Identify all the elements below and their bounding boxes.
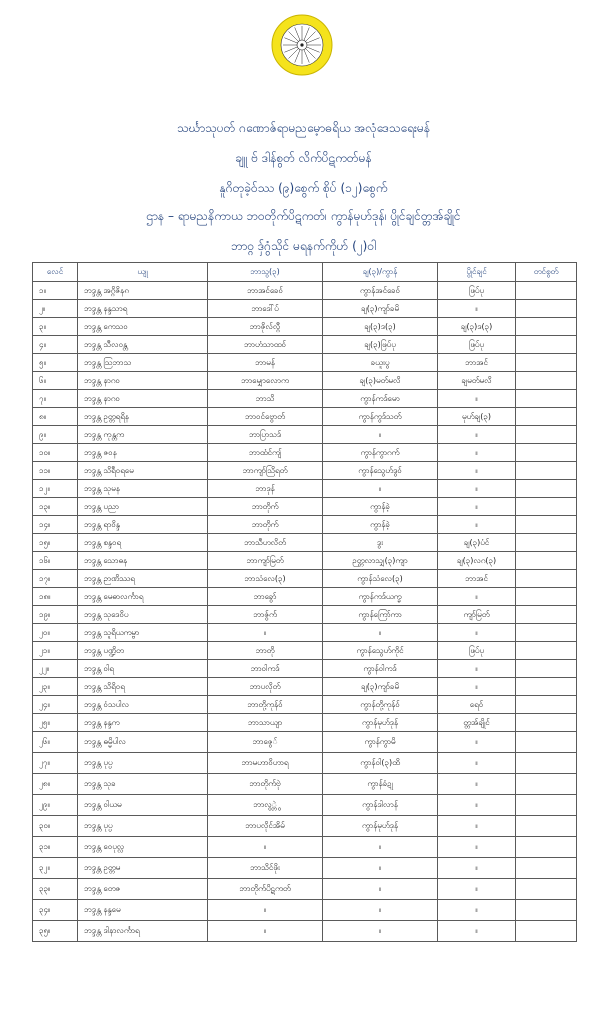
remark-cell [516,732,577,753]
monastery-cell: ဘာတိုက် [208,516,323,534]
table-row [33,462,577,480]
village-cell: ကွာန်ကွဒ်သတ် [323,408,438,426]
monastery-cell: ဘာအင်ခေဝ် [208,282,323,300]
row-number-cell: ၂၇။ [33,753,78,774]
village-cell: ။ [323,837,438,858]
monastery-cell: ဘာတိုက်ပိဋကတ် [208,879,323,900]
village-cell: ကွာန်ကဒ်ယက္ခ [323,588,438,606]
village-cell: ကွာန်ဝါ(၃)ထိ [323,753,438,774]
monastery-cell: ဘာပလိုင်အိမ် [208,816,323,837]
table-row [33,858,577,879]
village-cell: ကွာန်ကြော်ကာ [323,606,438,624]
row-number-cell: ၃၂။ [33,858,78,879]
monastery-cell: ဘာဝင်ဗွောတ် [208,408,323,426]
remark-cell [516,516,577,534]
monastery-cell: ဘာဇွေ် [208,732,323,753]
row-number-cell: ၂၁။ [33,642,78,660]
township-cell: ။ [438,462,516,480]
monk-name-cell: ဘဒ္ဒန္တ ဝါယမ [78,795,208,816]
monk-name-cell: ဘဒ္ဒန္တ ကုန္တက [78,426,208,444]
township-cell: ။ [438,300,516,318]
remark-cell [516,696,577,714]
village-cell: ကွာန်မုဟ်ဒုန် [323,816,438,837]
monastery-cell: ။ [208,900,323,921]
village-cell: ချ(၃)ကျာ်ခမိ [323,300,438,318]
monk-name-cell: ဘဒ္ဒန္တ ဥတ္တရရိန [78,408,208,426]
row-number-cell: ၃၅။ [33,921,78,942]
table-row [33,318,577,336]
row-number-cell: ၂၀။ [33,624,78,642]
village-cell: ကွာန်သံလေ(၃) [323,570,438,588]
table-row [33,498,577,516]
township-cell: ဘာအင် [438,570,516,588]
monk-name-cell: ဘဒ္ဒန္တ သောဓန [78,552,208,570]
monastery-cell: ဘာပလိုတ် [208,678,323,696]
row-number-cell: ၁၆။ [33,552,78,570]
monk-name-cell: ဘဒ္ဒန္တ ရာဝိန္ဒ [78,516,208,534]
table-row [33,336,577,354]
township-cell: ဖြပ်ပု [438,282,516,300]
table-row [33,534,577,552]
row-number-cell: ၂၅။ [33,714,78,732]
village-cell: ။ [323,879,438,900]
row-number-cell: ၂။ [33,300,78,318]
remark-cell [516,408,577,426]
table-row [33,816,577,837]
table-row [33,480,577,498]
township-cell: ဘာအင် [438,354,516,372]
date-range: နူဂိတုခဲ့ဝ်ဿ (၉)စွေက် စိုပ် (၁၂)စွေက် [219,181,388,195]
table-row [33,444,577,462]
row-number-cell: ၂၈။ [33,774,78,795]
table-row [33,642,577,660]
row-number-cell: ၉။ [33,426,78,444]
monk-name-cell: ဘဒ္ဒန္တ သုဒေဝိပ [78,606,208,624]
monk-name-cell: ဘဒ္ဒန္တ နန္ဒက [78,714,208,732]
row-number-cell: ၁၂။ [33,480,78,498]
remark-cell [516,282,577,300]
table-row [33,354,577,372]
monastery-cell: ဘာဒုန် [208,480,323,498]
monastery-cell: ဘာဝါကဒ် [208,660,323,678]
column-header-township: ပွိုင်ချင် [438,263,516,282]
table-row [33,552,577,570]
monk-name-cell: ဘဒ္ဒန္တ သုမန [78,480,208,498]
remark-cell [516,879,577,900]
village-cell: ကွာန်ဝါကဒ် [323,660,438,678]
table-row [33,732,577,753]
remark-cell [516,606,577,624]
village-cell: ကွာန်ခဲ့ [323,516,438,534]
township-cell: ချ(၃)ပံင် [438,534,516,552]
row-number-cell: ၅။ [33,354,78,372]
monk-name-cell: ဘဒ္ဒန္တ နာဂဝ [78,390,208,408]
table-row [33,390,577,408]
remark-cell [516,858,577,879]
monk-name-cell: ဘဒ္ဒန္တ နာဂဝ [78,372,208,390]
monk-name-cell: ဘဒ္ဒန္တ ဥတ္တမ [78,858,208,879]
row-number-cell: ၁၉။ [33,606,78,624]
remark-cell [516,390,577,408]
row-number-cell: ၃၁။ [33,837,78,858]
township-cell: ။ [438,480,516,498]
monk-name-cell: ဘဒ္ဒန္တ ဇဝန [78,444,208,462]
monk-name-cell: ဘဒ္ဒန္တ ပညာ [78,498,208,516]
township-cell: ။ [438,816,516,837]
remark-cell [516,795,577,816]
township-cell: မုဟ်ချ(၃) [438,408,516,426]
township-cell: ။ [438,390,516,408]
monk-name-cell: ဘဒ္ဒန္တ ကေသဝ [78,318,208,336]
monastery-cell: ဘာတိုက် [208,498,323,516]
row-number-cell: ၃၃။ [33,879,78,900]
township-cell: ။ [438,837,516,858]
remark-cell [516,534,577,552]
township-cell: ။ [438,426,516,444]
monk-name-cell: ဘဒ္ဒန္တ ဝေပုလ္လ [78,837,208,858]
row-number-cell: ၁၈။ [33,588,78,606]
village-cell: ကွာန်ဒါလာန် [323,795,438,816]
village-cell: ။ [323,426,438,444]
table-row [33,300,577,318]
monastery-cell: ဘာဇိုလ်လ္ဂီ [208,318,323,336]
remark-cell [516,336,577,354]
remark-cell [516,774,577,795]
monk-name-cell: ဘဒ္ဒန္တ ပုပ္ပ [78,753,208,774]
remark-cell [516,642,577,660]
monk-name-cell: ဘဒ္ဒန္တ သီလဝန္တ [78,336,208,354]
table-row [33,921,577,942]
township-cell: ရေဝ် [438,696,516,714]
row-number-cell: ၃၄။ [33,900,78,921]
village-cell: ကွာန်တို့ကုန်ဝ် [323,696,438,714]
monastery-cell: ဘာဒေါ်ပ် [208,300,323,318]
table-row [33,753,577,774]
village-cell: ကွာန်မုဟ်ဒုန် [323,714,438,732]
monk-name-cell: ဘဒ္ဒန္တ သြဘာသ [78,354,208,372]
table-row [33,879,577,900]
table-row [33,570,577,588]
table-row [33,516,577,534]
village-cell: ။ [323,921,438,942]
organization-title: သင်္ဃာသုပတ် ဂဏောဇ်ရာမညမေ့ာဓရိယ အလုံဒေသရေးမန် [176,121,431,135]
monastery-cell: ဘာပြာသဒ် [208,426,323,444]
monastery-cell: ဘာကျာ်သြိရတ် [208,462,323,480]
monastery-cell: ဘာသိင်ဖိုး [208,858,323,879]
remark-cell [516,714,577,732]
table-row [33,426,577,444]
monastery-cell: ဘာထံင်ကျ် [208,444,323,462]
table-row [33,408,577,426]
row-number-cell: ၁၃။ [33,498,78,516]
township-cell: ။ [438,588,516,606]
monk-name-cell: ဘဒ္ဒန္တ စန္ဒဝရ [78,534,208,552]
township-cell: ။ [438,444,516,462]
remark-cell [516,624,577,642]
row-number-cell: ၂၉။ [33,795,78,816]
table-row [33,774,577,795]
monk-name-cell: ဘဒ္ဒန္တ သိရိဝရ [78,678,208,696]
monastery-cell: ဘာတိုက်ဗုဲ [208,774,323,795]
village-cell: ကွာန်ခံဍု [323,774,438,795]
monastery-cell: ဘာတို့ကုန်ဝ် [208,696,323,714]
monk-name-cell: ဘဒ္ဒန္တ မေဓာလင်္ကာရ [78,588,208,606]
township-cell: ။ [438,753,516,774]
township-cell: ဖြပ်ပု [438,336,516,354]
table-row [33,900,577,921]
table-row [33,606,577,624]
township-cell: ။ [438,900,516,921]
row-number-cell: ၁၀။ [33,444,78,462]
village-cell: ။ [323,900,438,921]
monk-name-cell: ဘဒ္ဒန္တ နန္ဒမေ [78,900,208,921]
monastery-cell: ဘာဟံသာထဝ် [208,336,323,354]
table-body [33,282,577,942]
monastery-cell: ဘာသီဟလိတ် [208,534,323,552]
remark-cell [516,678,577,696]
monastery-cell: ဘာမျှောလောက [208,372,323,390]
column-header-village: ချ(၃)/ကွာန် [323,263,438,282]
monk-name-cell: ဘဒ္ဒန္တ သူရိယကမ္ဗာ [78,624,208,642]
village-cell: ဉတ္တလာသျှ(၃)ကျာ [323,552,438,570]
remark-cell [516,480,577,498]
township-cell: ကျာ်မြတ် [438,606,516,624]
row-number-cell: ၁၇။ [33,570,78,588]
village-cell: ။ [323,624,438,642]
remark-cell [516,570,577,588]
row-number-cell: ၃၀။ [33,816,78,837]
township-cell: ။ [438,678,516,696]
document-title: ချူ ဗ် ဒါန်စွတ် လိက်ပိဋကတ်မန် [235,151,372,165]
monastery-cell: ဘာသာယျာ [208,714,323,732]
monk-name-cell: ဘဒ္ဒန္တ ပုပ္ပ [78,816,208,837]
table-row [33,795,577,816]
remark-cell [516,498,577,516]
column-header-name: ယျု [78,263,208,282]
table-header-row [33,263,577,282]
monastery-cell: ဘာဇွ်က် [208,606,323,624]
monk-name-cell: ဘဒ္ဒန္တ ပဏ္ဍိတ [78,642,208,660]
monastery-cell: ဘာတို [208,642,323,660]
village-cell: ချ(၃)မတ်မလိ [323,372,438,390]
remark-cell [516,426,577,444]
village-cell: ကွာန်သွေဟ်ဒွဝ် [323,462,438,480]
row-number-cell: ၁၅။ [33,534,78,552]
remark-cell [516,753,577,774]
township-cell: ။ [438,660,516,678]
remark-cell [516,588,577,606]
village-cell: ချ(၃)ကျာ်ခမိ [323,678,438,696]
remark-cell [516,816,577,837]
row-number-cell: ၁၄။ [33,516,78,534]
organization-seal-logo [271,14,333,76]
registration-table [32,262,577,942]
monastery-cell: ဘာခွော် [208,588,323,606]
monk-name-cell: ဘဒ္ဒန္တ ဝါရ [78,660,208,678]
monk-name-cell: ဘဒ္ဒန္တ သိရီဝရမေ [78,462,208,480]
remark-cell [516,300,577,318]
table-row [33,372,577,390]
row-number-cell: ၈။ [33,408,78,426]
monastery-cell: ဘာမဟာဝိဟာရ [208,753,323,774]
village-cell: ခယူးပွ [323,354,438,372]
table-row [33,282,577,300]
table-row [33,714,577,732]
row-number-cell: ၃။ [33,318,78,336]
monastery-cell: ဘာလွ္ဘွဲ [208,795,323,816]
row-number-cell: ၂၆။ [33,732,78,753]
row-number-cell: ၇။ [33,390,78,408]
remark-cell [516,900,577,921]
township-cell: ။ [438,921,516,942]
village-cell: ချ(၃)ဖြပ်ပု [323,336,438,354]
monk-name-cell: ဘဒ္ဒန္တ သုခ [78,774,208,795]
monk-name-cell: ဘဒ္ဒန္တ အဂ္ဂိဇိနၵ [78,282,208,300]
remark-cell [516,552,577,570]
village-cell: ဒွး [323,534,438,552]
village-cell: ။ [323,858,438,879]
township-cell: ။ [438,774,516,795]
row-number-cell: ၆။ [33,372,78,390]
row-number-cell: ၂၂။ [33,660,78,678]
monastery-cell: ဘာသိ [208,390,323,408]
village-cell: ချ(၃)ဒ(၃) [323,318,438,336]
monk-name-cell: ဘဒ္ဒန္တ တေဇ [78,879,208,900]
row-number-cell: ၂၃။ [33,678,78,696]
monk-name-cell: ဘဒ္ဒန္တ နန္ဒသာရ [78,300,208,318]
monastery-cell: ။ [208,624,323,642]
village-cell: ကွာန်ကဒ်မော [323,390,438,408]
village-cell: ကွာန်ခဲ့ [323,498,438,516]
township-cell: ။ [438,879,516,900]
township-cell: ။ [438,498,516,516]
remark-cell [516,462,577,480]
township-cell: ။ [438,858,516,879]
table-row [33,588,577,606]
column-header-number: လေင် [33,263,78,282]
township-cell: ချမတ်မလိ [438,372,516,390]
monk-name-cell: ဘဒ္ဒန္တ ဒါနာလင်္ကာရ [78,921,208,942]
monk-name-cell: ဘဒ္ဒန္တ ဓမ္မိပါလ [78,732,208,753]
village-cell: ။ [323,480,438,498]
monastery-cell: ဘာမန် [208,354,323,372]
township-cell: ။ [438,795,516,816]
row-number-cell: ၁၁။ [33,462,78,480]
township-cell: ။ [438,732,516,753]
township-cell: တ္တအ်ချိုင် [438,714,516,732]
monastery-cell: ဘာသံလေ(၃) [208,570,323,588]
eligibility-note: ဘာဝ္ဂ ဒှ်ဂွံသိုင် မရနက်ကိုဟ် (၂)ဝါ [230,239,377,253]
table-row [33,696,577,714]
table-row [33,624,577,642]
monk-name-cell: ဘဒ္ဒန္တ ဝံသပါလ [78,696,208,714]
remark-cell [516,444,577,462]
township-cell: ။ [438,516,516,534]
township-cell: ချ(၃)ဒ(၃) [438,318,516,336]
monastery-cell: ဘာကျာ်မြတ် [208,552,323,570]
table-row [33,678,577,696]
village-cell: ကွာန်ကွာဂက် [323,444,438,462]
monk-name-cell: ဘဒ္ဒန္တ ဉာဏိဿရ [78,570,208,588]
township-cell: ဖြပ်ပု [438,642,516,660]
row-number-cell: ၂၄။ [33,696,78,714]
table-row [33,660,577,678]
column-header-remark: တင်စွတ် [516,263,577,282]
township-cell: ။ [438,624,516,642]
monastery-cell: ။ [208,837,323,858]
village-cell: ကွာန်သွေဟ်ကိုင် [323,642,438,660]
village-cell: ကွာန်ကွာမိ [323,732,438,753]
table-row [33,837,577,858]
remark-cell [516,318,577,336]
remark-cell [516,354,577,372]
remark-cell [516,660,577,678]
column-header-monastery: ဘာသွ(၃) [208,263,323,282]
remark-cell [516,921,577,942]
township-cell: ချ(၃)လဂ(၃) [438,552,516,570]
remark-cell [516,372,577,390]
monastery-cell: ။ [208,921,323,942]
row-number-cell: ၁။ [33,282,78,300]
venue-line: ဌာန – ရာမညနိကာယ ဘဝတိုက်ပိဋကတ်၊ ကွာန်မုဟ်ဒုန်၊ ပွိုင်ချင်တ္တအ်ချိုင် [146,209,461,223]
village-cell: ကွာန်အင်ခေဝ် [323,282,438,300]
remark-cell [516,837,577,858]
row-number-cell: ၄။ [33,336,78,354]
